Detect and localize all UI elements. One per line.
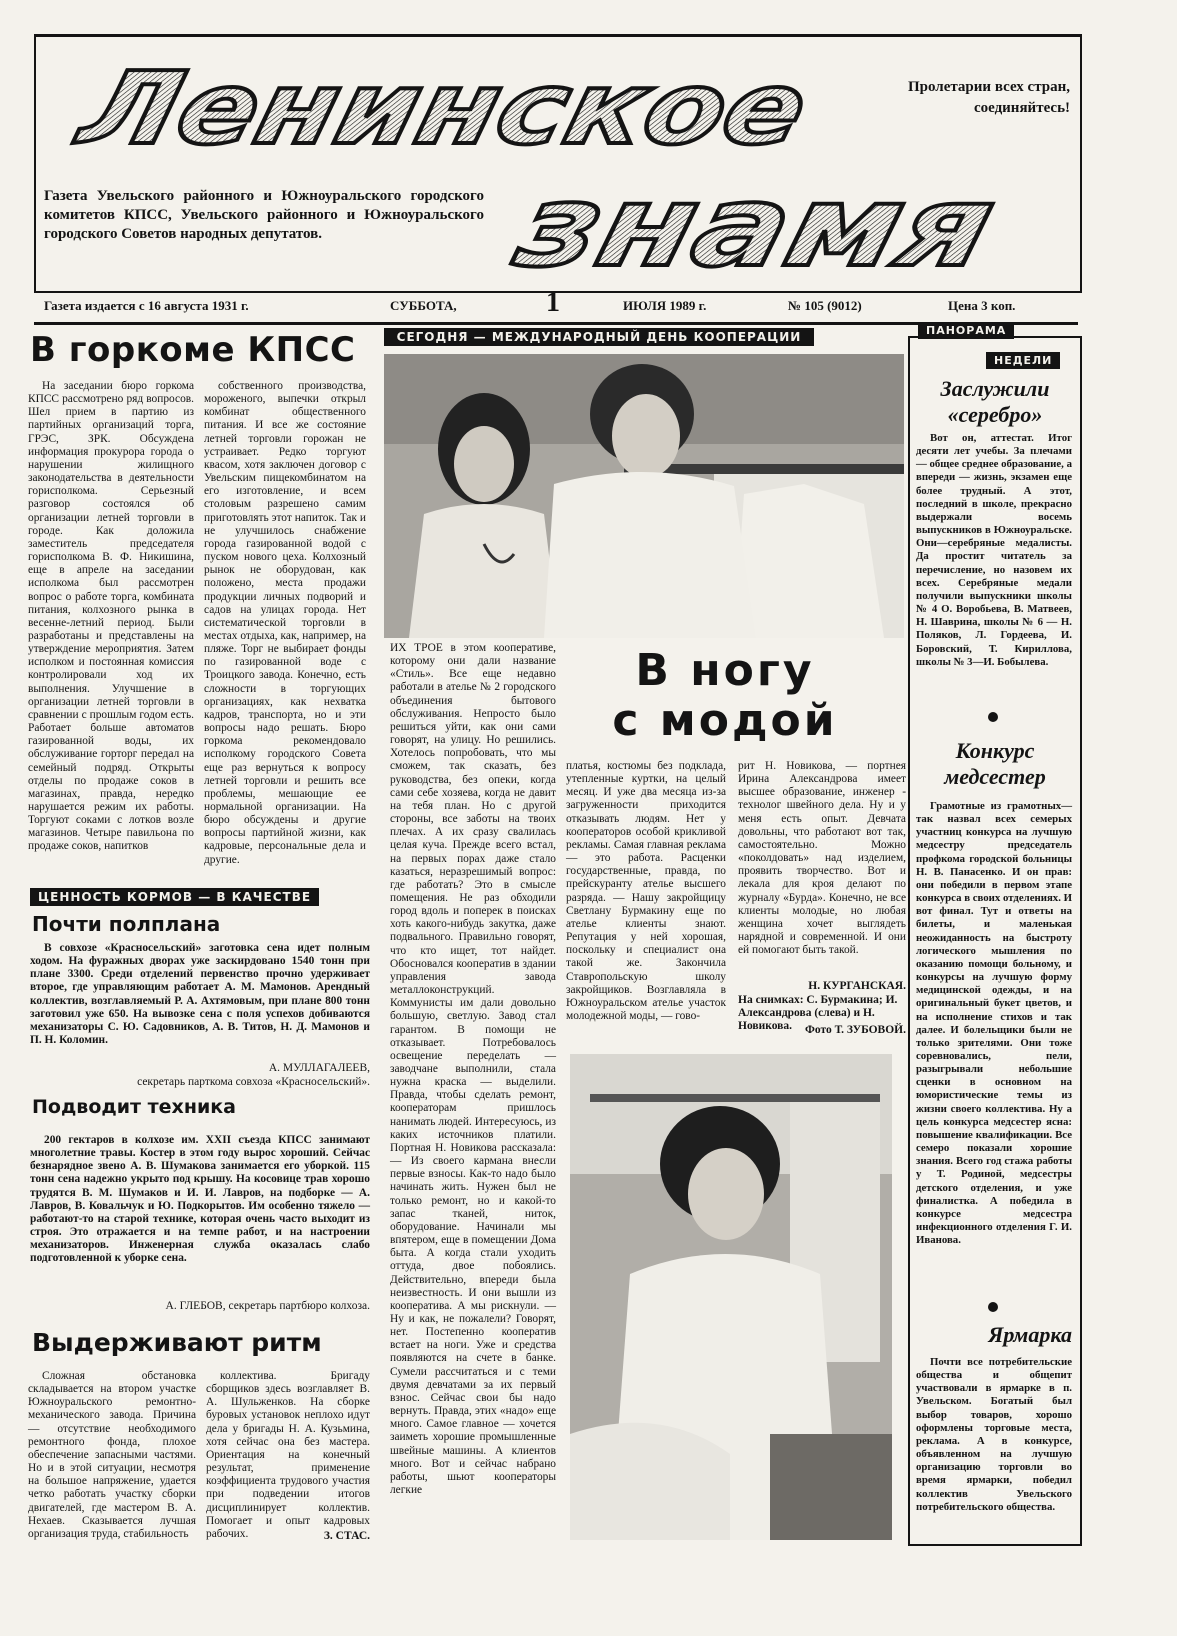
dateline-weekday: СУББОТА, [390, 298, 457, 313]
ritm-col2: коллектива. Бригаду сборщиков здесь возглавляет В. А. Шульженков. На сборке буровых установок неплохо идут дела у бригады Н. А. Кузьмина, хотя сейчас она без мастера. Ориентация на конечный результат, применение коэффициента трудового участия при подведении итогов дисциплинирует коллектив. Помогает и опыт кадровых рабочих. [206, 1370, 370, 1540]
cooperation-caption: На снимках: С. Бурмакина; И. Александрова (слева) и Н. Новикова. [738, 994, 898, 1032]
panorama-bullet-1 [988, 712, 998, 722]
panorama-h1: Заслужили «серебро» [940, 376, 1050, 427]
tekhnika-headline: Подводит техника [32, 1096, 236, 1118]
panorama-h3: Ярмарка [988, 1322, 1072, 1347]
gorkom-headline: В горкоме КПСС [30, 330, 356, 370]
tekhnika-text: 200 гектаров в колхозе им. XXII съезда КПСС занимают многолетние травы. Костер в этом году вырос хороший. Сейчас безнарядное звено А. В. Шумакова занимается его уборкой. 115 тонн сена надежно укрыто под крышу. На косовице трав хорошо трудятся В. М. Шумаков и И. И. Лавров, на подборке — А. Лавров, В. Ковальчук и Ю. Подкорытов. Им особенно тяжело — работают-то на старой технике, которая очень часто выходит из строя. Это отражается и на темпе работ, и на настроении механизаторов. Инженерная служба оказалась слабо подготовленной к уборке сена. [30, 1134, 370, 1265]
dateline-issue: № 105 (9012) [788, 298, 862, 313]
cooperation-col1: ИХ ТРОЕ в этом кооперативе, которому они дали название «Стиль». Все еще недавно работали в ателье № 2 городского объединения бытового обслуживания. Непросто было решиться уйти, как они сами говорят, на улицу. Но решились. Хотелось попробовать, что мы сможем, так сказать, без руководства, без опеки, когда сами себе хозяева, когда не давит на тебя план. Но с другой стороны, все заботы на твоих плечах. А их сразу свалилась целая куча. Прежде всего встал, на первых порах даже стало казаться, неразрешимый вопрос: где работать? Это в смысле помещения. Не раз обходили город вдоль и поперек в поисках хоть какого-нибудь закутка, даже подвального. Правильно говорят, что кто ищет, тот найдет. Обосновался кооператив в здании управления завода металлоконструкций. Коммунисты им дали довольно большую, светлую. Завод стал гарантом. В помощи не отказывает. Потребовалось освещение переделать — заводчане выполнили, стала нужна краска — выделили. Правда, чтобы сделать ремонт, кооператорам пришлось нанимать людей. Интересуюсь, из каких источников платили. Портная Н. Новикова рассказала: — Из своего кармана внесли первые взносы. Как-то надо было начинать жить. Нужен был не только ремонт, но и какой-то запас тканей, ниток, оборудование. Начинали мы впятером, еще в помещении Дома быта. А когда стали уходить оттуда, двое побоялись. Действительно, впереди была неизвестность. И они вышли из кооператива. А мы рискнули. — Ну и как, не пожалели? Говорят, нет. Постепенно кооператив встает на ноги. Уже и средства появляются на счете в банке. Сумели рассчитаться и с теми двумя девчатами за их первый взнос. Сейчас свои бы надо вернуть. Правда, этих «надо» еще много. Самое главное — хочется заиметь хорошие промышленные швейные машины. А клиентов много. Вот и сейчас набрано работы, шьют кооператоры легкие [390, 642, 556, 1496]
dateline-founded: Газета издается с 16 августа 1931 г. [44, 298, 249, 313]
dateline-day: 1 [546, 287, 560, 318]
cooperation-col2: платья, костюмы без подклада, утепленные куртки, на целый месяц. И уже два месяца из-за загруженности приходится отказывать людям. Нет у кооператоров особой крикливой рекламы. Самая главная реклама — это работа. Расценки государственные, правда, по прейскуранту ателье высшего разряда. — Нашу закройщицу Светлану Бурмакину еще по ателье клиенты знают. Репутация у ней хорошая, поскольку и специалист она такой же. Закончила Ставропольскую школу закройщиков. Возглавляла в Южноуральском ателье участок молодежной моды, — гово- [566, 760, 726, 1022]
cooperation-headline-line2: с модой [612, 695, 838, 746]
cooperation-banner: СЕГОДНЯ — МЕЖДУНАРОДНЫЙ ДЕНЬ КООПЕРАЦИИ [384, 328, 814, 346]
panorama-t3: Почти все потребительские общества и общепит участвовали в ярмарке в п. Увельском. Богатый был выбор товаров, хорошо оформлены торговые места, реклама. А в конкурсе, объявленном на лучшую организацию торговли во время ярмарки, победил коллектив Увельского потребительского общества. [916, 1356, 1072, 1513]
cooperation-signature: Н. КУРГАНСКАЯ. [808, 980, 906, 992]
gorkom-col2: собственного производства, мороженого, выпечки открыл комбинат общественного питания. И все же состояние летней торговли горожан не устраивает. Редко торгуют квасом, хотя заключен договор с Увельским пищекомбинатом на его изготовление, и всем столовым разрешено самим приготовлять этот напиток. Так и не улучшилось снабжение города газированной водой с пуском нового цеха. Колхозный рынок не оборудован, как положено, места продажи продукции личных подворий и садов на улицах города. Нет систематической торговли в местах отдыха, как, например, на пляже. Торг не выбирает фонды по газированной воде с Троицкого завода. Конечно, есть сложности в торгующих организациях, как нехватка кадров, транспорта, но и эти вопросы надо решать. Бюро горкома рекомендовало исполкому городского Совета еще раз вернуться к вопросу летней торговли и решить все проблемы, мешающие ее нормальной организации. На бюро обсуждены и другие вопросы партийной жизни, как кадровые, персональные дела и другие. [204, 380, 366, 866]
photo-two-women [384, 354, 904, 638]
panorama-t1: Вот он, аттестат. Итог десяти лет учебы. За плечами — общее среднее образование, а впереди — жизнь, экзамен еще более трудный. А этот, последний в школе, прекрасно выдержали восемь выпускников в Южноуральске. Они—серебряные медалисты. Да простит читатель за перечисление, но назовем их всех. Серебряные медали получили выпускники школы № 4 О. Воробьева, В. Матвеев, Н. Шаврина, школы № 6 — Н. Поляков, Л. Гордеева, И. Боровский, Т. Кириллова, школы № 3—И. Бобылева. [916, 432, 1072, 668]
dateline [34, 287, 1078, 320]
cooperation-headline [566, 646, 884, 746]
masthead-title-art [36, 37, 1080, 291]
gorkom-col1: На заседании бюро горкома КПСС рассмотрено ряд вопросов. Шел прием в партию из партийных организаций торга, ГРЭС, ЗРК. Обсуждена информация прокурора города о нарушении жилищного законодательства в деятельности горисполкома. Серьезный разговор состоялся об организации летней торговли в городе. Как доложила заместитель председателя горисполкома В. Ф. Никишина, еще в апреле на заседании исполкома был рассмотрен вопрос о работе торга, комбината питания, колхозного рынка в весенне-летний период. Были разработаны и представлены на утверждение мероприятия. Затем исполком и постоянная комиссия контролировали ход их выполнения. Улучшение в организации летней торговли в сравнении с прошлым годом есть. Работает больше автоматов газированной воды, их обслуживание горторг передал на семейный подряд. Открыты отделы по продаже соков в магазинах, правда, нередко нарушается режим их работы. Торгуют соками с лотков возле магазинов. Четыре павильона по продаже соков, напитков [28, 380, 194, 853]
slogan-line1: Пролетарии всех стран, [908, 79, 1070, 95]
panorama-t2: Грамотные из грамотных—так назвал всех семерых участниц конкурса на лучшую медсестру председатель профкома городской больницы Н. В. Панасенко. И он прав: они победили в первом этапе конкурса в своих отделениях. И вот финал. Тут и ответы на билеты, и маленькая неожиданность на быстроту логического мышления по оказанию помощи больному, и конкурсы на лучшую форму медицинской одежды, и на оригинальный букет цветов, и на исполнение стихов и так далее. И болельщики были не только зрителями. Они тоже соревновались, пели, разыгрывали небольшие сценки в основном на юмористические темы из жизни своего коллектива. Ну а цель конкурса медсестер ясна: повышение квалификации. Все семеро показали хорошие знания. Всего год стажа работы у Т. Родиной, медсестры детского отделения, и уже финалистка. А победила в конкурсе медсестра инфекционного отделения Г. И. Иванова. [916, 800, 1072, 1247]
korma-signature: А. МУЛЛАГАЛЕЕВ, [268, 1062, 370, 1074]
masthead [34, 34, 1082, 293]
korma-text: В совхозе «Красносельский» заготовка сена идет полным ходом. На фуражных дворах уже заскирдовано 1540 тонн при плане 3300. Среди отделений первенство прочно удерживает второе, где управляющим работает А. М. Мамонов. Арендный коллектив, возглавляемый Р. А. Ахтямовым, при плане 800 тонн заготовил уже 650. На вывозке сена с поля успехов добиваются механизаторы С. Ю. Садовников, А. В. Титов, Н. Д. Мамонов и П. Н. Коломин. [30, 942, 370, 1047]
panorama-sublabel: НЕДЕЛИ [986, 352, 1060, 369]
korma-headline: Почти полплана [32, 912, 221, 936]
masthead-slogan [908, 77, 1070, 119]
cooperation-photo-credit: Фото Т. ЗУБОВОЙ. [805, 1024, 906, 1036]
korma-banner: ЦЕННОСТЬ КОРМОВ — В КАЧЕСТВЕ [30, 888, 319, 906]
korma-signature-role: секретарь парткома совхоза «Красносельский». [137, 1076, 370, 1088]
tekhnika-signature: А. ГЛЕБОВ, секретарь партбюро колхоза. [165, 1300, 370, 1312]
masthead-title-line2: знамя [504, 160, 919, 292]
ritm-col1: Сложная обстановка складывается на втором участке Южноуральского ремонтно-механического завода. Причина — отсутствие необходимого ремонтного фонда, плохое обеспечение запасными частями. Но и в этой ситуации, несмотря на большое напряжение, удается четко работать участку сборки двигателей, где мастером В. А. Нехаев. Сказывается лучшая организация труда, стабильность [28, 1370, 196, 1540]
masthead-title-line1: Ленинское [69, 50, 722, 167]
panorama-label: ПАНОРАМА [918, 322, 1014, 339]
cooperation-col3: рит Н. Новикова, — портнея Ирина Александрова имеет высшее образование, инженер - технолог швейного дела. Ну и у меня есть опыт. Девчата довольны, что работают вот так, самостоятельно. Можно «поколдовать» над изделием, проявить творчество. Вот и лекала для кроя делают по журналу «Бурда». Конечно, не все клиенты молодые, но любая женщина хочет выглядеть нарядной и современной. И они ей помогают быть такой. [738, 760, 906, 957]
photo-seamstress [570, 1054, 892, 1540]
panorama-h2: Конкурс медсестер [944, 738, 1046, 789]
dateline-month-year: ИЮЛЯ 1989 г. [623, 298, 707, 313]
dateline-price: Цена 3 коп. [948, 298, 1016, 313]
cooperation-headline-line1: В ногу [635, 645, 815, 696]
masthead-publisher: Газета Увельского районного и Южноуральского городского комитетов КПСС, Увельского районного и Южноуральского городского Советов народных депутатов. [44, 188, 484, 242]
slogan-line2: соединяйтесь! [973, 100, 1070, 116]
panorama-bullet-2 [988, 1302, 998, 1312]
ritm-headline: Выдерживают ритм [32, 1328, 322, 1357]
ritm-signature: З. СТАС. [323, 1530, 370, 1542]
